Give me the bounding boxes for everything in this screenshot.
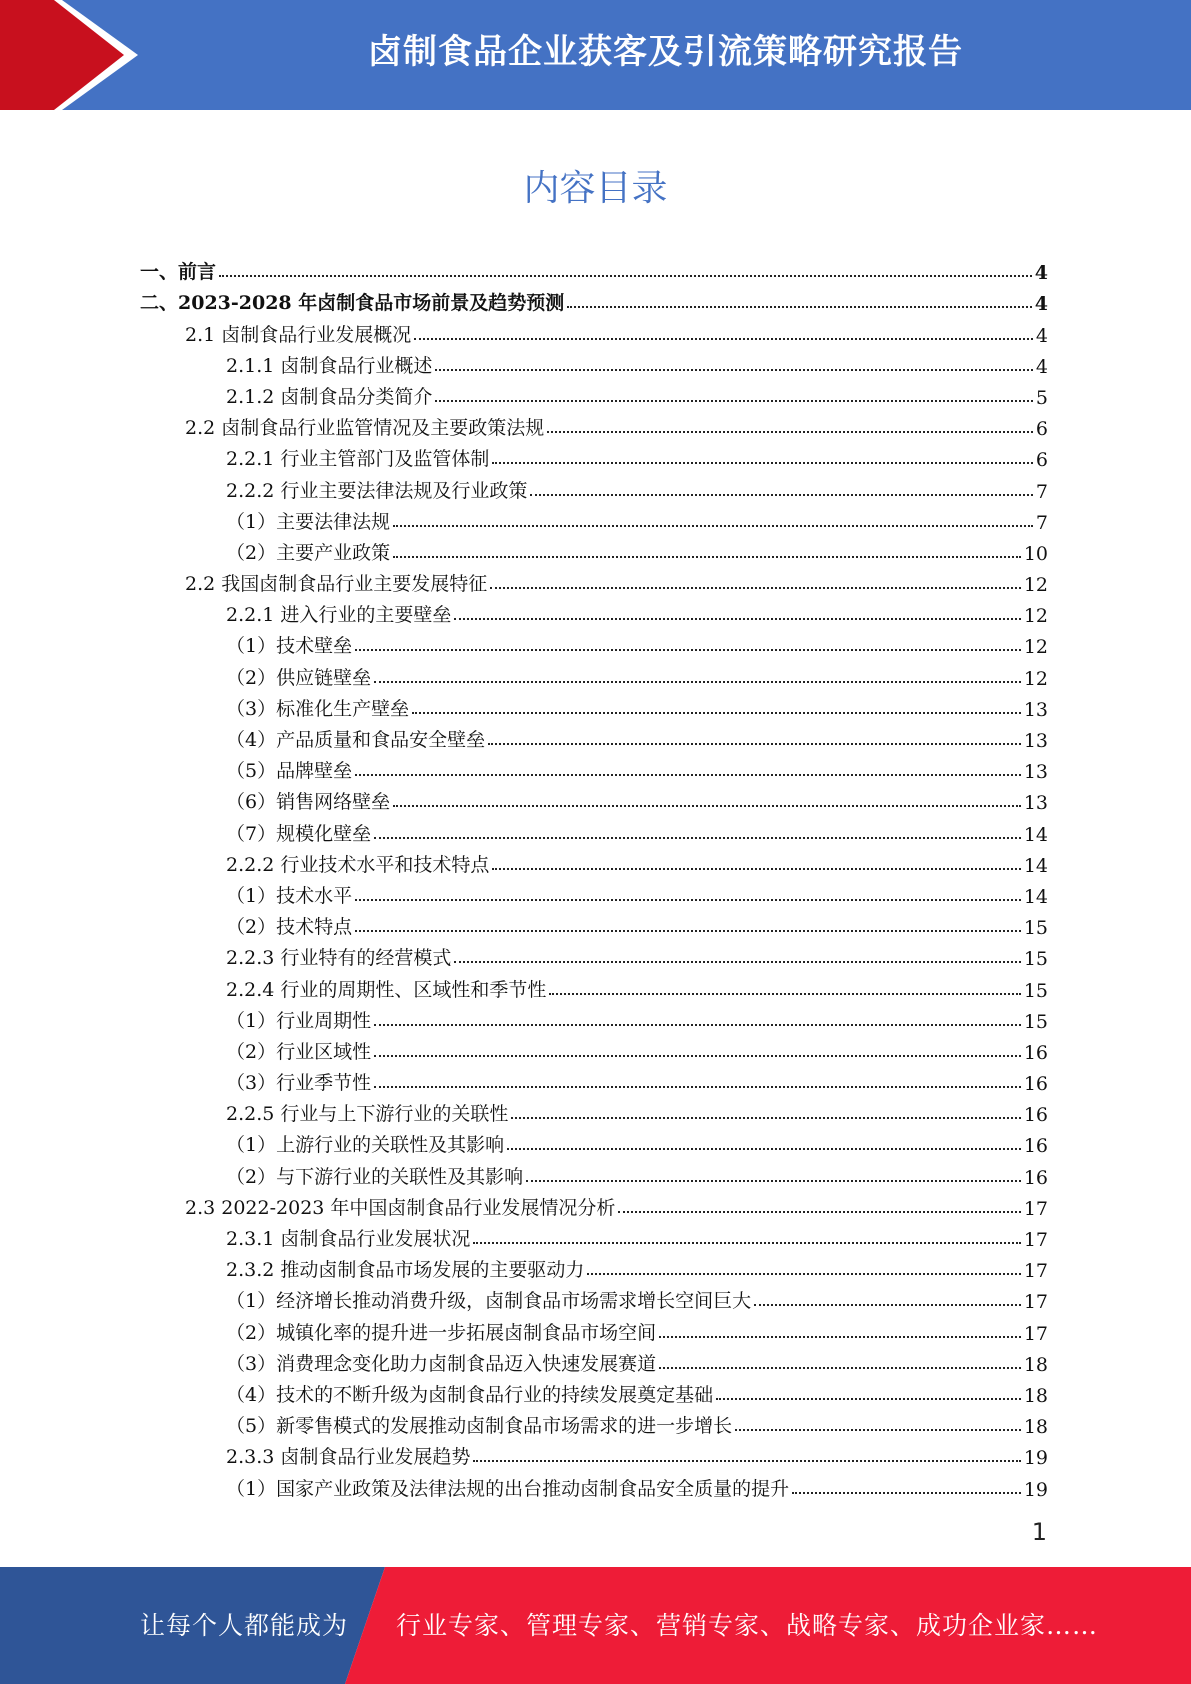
report-title: 卤制食品企业获客及引流策略研究报告 <box>368 32 963 72</box>
toc-entry[interactable] <box>140 378 1048 409</box>
toc-entry[interactable] <box>140 846 1048 877</box>
toc-entry-label: （3）消费理念变化助力卤制食品迈入快速发展赛道 <box>226 1352 657 1375</box>
toc-entry-page: 16 <box>1023 1166 1048 1189</box>
toc-entry[interactable] <box>140 1095 1048 1126</box>
toc-entry[interactable] <box>140 253 1048 284</box>
toc-entry-label: 2.3.1 卤制食品行业发展状况 <box>226 1228 471 1250</box>
toc-dot-leader <box>355 899 1021 901</box>
toc-dot-leader <box>659 1336 1021 1338</box>
toc-entry-label: （5）品牌壁垒 <box>226 760 353 783</box>
toc-entry-page: 14 <box>1023 823 1048 846</box>
footer-band <box>0 1567 1191 1684</box>
toc-dot-leader <box>526 1180 1021 1182</box>
toc-entry-label: 一、前言 <box>140 261 217 284</box>
toc-entry-page: 15 <box>1023 979 1048 1002</box>
toc-entry[interactable] <box>140 596 1048 627</box>
toc-dot-leader <box>393 525 1033 527</box>
toc-entry-page: 4 <box>1035 355 1048 378</box>
toc-dot-leader <box>393 805 1021 807</box>
toc-dot-leader <box>393 556 1021 558</box>
toc-dot-leader <box>492 868 1020 870</box>
toc-entry-page: 17 <box>1023 1260 1048 1283</box>
toc-entry-label: （6）销售网络壁垒 <box>226 791 391 814</box>
toc-entry[interactable] <box>140 1376 1048 1407</box>
toc-entry-label: 2.3 2022-2023 年中国卤制食品行业发展情况分析 <box>185 1196 616 1219</box>
report-header-band <box>0 0 1191 110</box>
toc-entry-page: 19 <box>1023 1447 1048 1470</box>
toc-entry[interactable] <box>140 783 1048 814</box>
toc-entry[interactable] <box>140 627 1048 658</box>
toc-entry[interactable] <box>140 1064 1048 1095</box>
toc-entry-label: （5）新零售模式的发展推动卤制食品市场需求的进一步增长 <box>226 1415 733 1438</box>
toc-entry[interactable] <box>140 1345 1048 1376</box>
toc-entry-label: 2.2 我国卤制食品行业主要发展特征 <box>185 573 488 596</box>
toc-entry-page: 14 <box>1023 854 1048 877</box>
toc-entry-label: 2.2.2 行业技术水平和技术特点 <box>226 853 490 876</box>
toc-entry-label: 2.2.4 行业的周期性、区域性和季节性 <box>226 978 547 1001</box>
toc-dot-leader <box>716 1398 1021 1400</box>
toc-dot-leader <box>549 993 1020 995</box>
toc-dot-leader <box>374 681 1021 683</box>
toc-dot-leader <box>754 1304 1021 1306</box>
toc-dot-leader <box>511 1117 1020 1119</box>
toc-dot-leader <box>530 494 1033 496</box>
toc-entry-page: 17 <box>1023 1229 1048 1251</box>
toc-entry[interactable] <box>140 1126 1048 1157</box>
toc-entry[interactable] <box>140 690 1048 721</box>
toc-entry-page: 17 <box>1023 1291 1048 1314</box>
toc-entry-page: 13 <box>1023 698 1048 721</box>
toc-entry-label: （7）规模化壁垒 <box>226 822 372 845</box>
toc-entry-page: 16 <box>1023 1073 1048 1096</box>
toc-entry[interactable] <box>140 970 1048 1001</box>
toc-entry[interactable] <box>140 658 1048 689</box>
toc-entry[interactable] <box>140 1002 1048 1033</box>
table-of-contents <box>140 253 1048 1501</box>
toc-entry-page: 12 <box>1023 605 1048 628</box>
toc-entry-page: 17 <box>1023 1197 1048 1220</box>
toc-dot-leader <box>374 1024 1021 1026</box>
toc-entry-page: 6 <box>1035 418 1048 441</box>
toc-entry-label: 2.1.2 卤制食品分类简介 <box>226 385 433 408</box>
toc-entry-page: 15 <box>1023 917 1048 940</box>
toc-entry-label: （2）行业区域性 <box>226 1040 372 1063</box>
toc-dot-leader <box>454 618 1020 620</box>
toc-dot-leader <box>618 1211 1020 1213</box>
toc-entry-page: 13 <box>1023 792 1048 815</box>
toc-dot-leader <box>473 1242 1020 1244</box>
toc-entry-label: 2.2.1 进入行业的主要壁垒 <box>226 604 452 627</box>
footer-slogan-right: 行业专家、管理专家、营销专家、战略专家、成功企业家…… <box>396 1611 1099 1640</box>
toc-entry-page: 13 <box>1023 761 1048 784</box>
toc-entry[interactable] <box>140 284 1048 315</box>
toc-entry-page: 4 <box>1034 262 1048 285</box>
toc-entry-label: （2）主要产业政策 <box>226 541 391 564</box>
toc-entry-label: （4）技术的不断升级为卤制食品行业的持续发展奠定基础 <box>226 1383 714 1406</box>
toc-entry-page: 12 <box>1023 574 1048 597</box>
toc-entry[interactable] <box>140 534 1048 565</box>
toc-entry-label: 2.2.3 行业特有的经营模式 <box>226 947 452 970</box>
toc-entry-label: （2）供应链壁垒 <box>226 666 372 689</box>
toc-entry-label: （1）技术壁垒 <box>226 635 353 658</box>
toc-entry-label: 2.2.2 行业主要法律法规及行业政策 <box>226 479 528 502</box>
toc-dot-leader <box>547 431 1033 433</box>
toc-dot-leader <box>435 400 1033 402</box>
toc-entry-page: 4 <box>1034 293 1048 316</box>
toc-entry[interactable] <box>140 1469 1048 1500</box>
toc-dot-leader <box>355 774 1021 776</box>
toc-entry[interactable] <box>140 1033 1048 1064</box>
toc-entry-label: 2.1 卤制食品行业发展概况 <box>185 323 412 346</box>
toc-dot-leader <box>414 338 1033 340</box>
toc-entry-label: （1）国家产业政策及法律法规的出台推动卤制食品安全质量的提升 <box>226 1477 790 1500</box>
toc-entry[interactable] <box>140 1282 1048 1313</box>
toc-entry-page: 16 <box>1023 1135 1048 1158</box>
toc-entry[interactable] <box>140 315 1048 346</box>
toc-entry-page: 7 <box>1035 480 1048 503</box>
toc-entry[interactable] <box>140 1157 1048 1188</box>
toc-entry-page: 10 <box>1023 542 1048 565</box>
toc-entry[interactable] <box>140 409 1048 440</box>
toc-dot-leader <box>374 1086 1021 1088</box>
toc-entry-label: 2.2 卤制食品行业监管情况及主要政策法规 <box>185 417 545 440</box>
toc-entry-page: 18 <box>1023 1353 1048 1376</box>
toc-entry-label: 2.3.2 推动卤制食品市场发展的主要驱动力 <box>226 1259 585 1282</box>
toc-dot-leader <box>374 1055 1021 1057</box>
toc-entry-label: （2）城镇化率的提升进一步拓展卤制食品市场空间 <box>226 1321 657 1344</box>
toc-entry-label: （1）主要法律法规 <box>226 510 391 533</box>
toc-dot-leader <box>355 930 1021 932</box>
toc-entry-page: 12 <box>1023 636 1048 659</box>
toc-entry-page: 7 <box>1035 511 1048 534</box>
toc-dot-leader <box>435 369 1033 371</box>
toc-entry-page: 4 <box>1035 324 1048 347</box>
toc-entry-label: （2）技术特点 <box>226 916 353 939</box>
toc-entry-page: 17 <box>1023 1322 1048 1345</box>
toc-entry-page: 16 <box>1023 1104 1048 1127</box>
toc-entry-page: 19 <box>1023 1478 1048 1501</box>
toc-entry-label: （1）上游行业的关联性及其影响 <box>226 1134 505 1157</box>
toc-dot-leader <box>792 1492 1021 1494</box>
toc-dot-leader <box>454 961 1020 963</box>
toc-entry-label: 2.3.3 卤制食品行业发展趋势 <box>226 1446 471 1469</box>
toc-entry[interactable] <box>140 1251 1048 1282</box>
toc-entry[interactable] <box>140 1189 1048 1220</box>
toc-entry[interactable] <box>140 721 1048 752</box>
toc-dot-leader <box>219 275 1032 277</box>
toc-entry[interactable] <box>140 877 1048 908</box>
toc-entry[interactable] <box>140 565 1048 596</box>
toc-entry-page: 6 <box>1035 449 1048 472</box>
toc-entry[interactable] <box>140 1407 1048 1438</box>
toc-entry[interactable] <box>140 939 1048 970</box>
toc-entry-page: 18 <box>1023 1384 1048 1407</box>
toc-dot-leader <box>473 1460 1020 1462</box>
toc-entry-page: 5 <box>1035 386 1048 409</box>
toc-dot-leader <box>490 587 1021 589</box>
toc-entry-label: （1）行业周期性 <box>226 1009 372 1032</box>
toc-dot-leader <box>488 743 1021 745</box>
toc-entry[interactable] <box>140 503 1048 534</box>
toc-entry-page: 16 <box>1023 1041 1048 1064</box>
toc-entry-label: 2.2.5 行业与上下游行业的关联性 <box>226 1103 509 1126</box>
toc-entry[interactable] <box>140 814 1048 845</box>
toc-entry-label: 2.1.1 卤制食品行业概述 <box>226 354 433 377</box>
toc-entry-page: 15 <box>1023 948 1048 971</box>
toc-dot-leader <box>412 712 1021 714</box>
toc-entry[interactable] <box>140 1313 1048 1344</box>
toc-dot-leader <box>374 837 1021 839</box>
toc-dot-leader <box>735 1429 1021 1431</box>
toc-entry-label: 2.2.1 行业主管部门及监管体制 <box>226 448 490 471</box>
toc-heading: 内容目录 <box>523 168 668 209</box>
toc-entry[interactable] <box>140 471 1048 502</box>
toc-entry-label: （4）产品质量和食品安全壁垒 <box>226 729 486 751</box>
toc-entry-page: 15 <box>1023 1010 1048 1033</box>
toc-entry-page: 12 <box>1023 667 1048 690</box>
toc-entry[interactable] <box>140 752 1048 783</box>
toc-entry-label: （3）标准化生产壁垒 <box>226 697 410 720</box>
toc-entry[interactable] <box>140 1438 1048 1469</box>
toc-dot-leader <box>355 649 1021 651</box>
toc-dot-leader <box>507 1148 1021 1150</box>
toc-entry[interactable] <box>140 347 1048 378</box>
toc-entry-page: 14 <box>1023 885 1048 908</box>
toc-entry-page: 18 <box>1023 1416 1048 1439</box>
toc-dot-leader <box>659 1367 1021 1369</box>
toc-entry-label: （1）技术水平 <box>226 884 353 907</box>
toc-entry[interactable] <box>140 908 1048 939</box>
toc-entry-label: （3）行业季节性 <box>226 1072 372 1095</box>
footer-slogan-left: 让每个人都能成为 <box>140 1611 349 1640</box>
toc-entry-page: 13 <box>1023 730 1048 752</box>
toc-entry-label: （2）与下游行业的关联性及其影响 <box>226 1165 524 1188</box>
toc-entry[interactable] <box>140 1220 1048 1251</box>
toc-dot-leader <box>567 306 1032 308</box>
toc-dot-leader <box>492 462 1033 464</box>
toc-entry[interactable] <box>140 440 1048 471</box>
toc-dot-leader <box>587 1273 1020 1275</box>
toc-entry-label: 二、2023-2028 年卤制食品市场前景及趋势预测 <box>140 292 565 315</box>
page-number: 1 <box>1031 1518 1047 1546</box>
toc-entry-label: （1）经济增长推动消费升级，卤制食品市场需求增长空间巨大 <box>226 1290 752 1313</box>
